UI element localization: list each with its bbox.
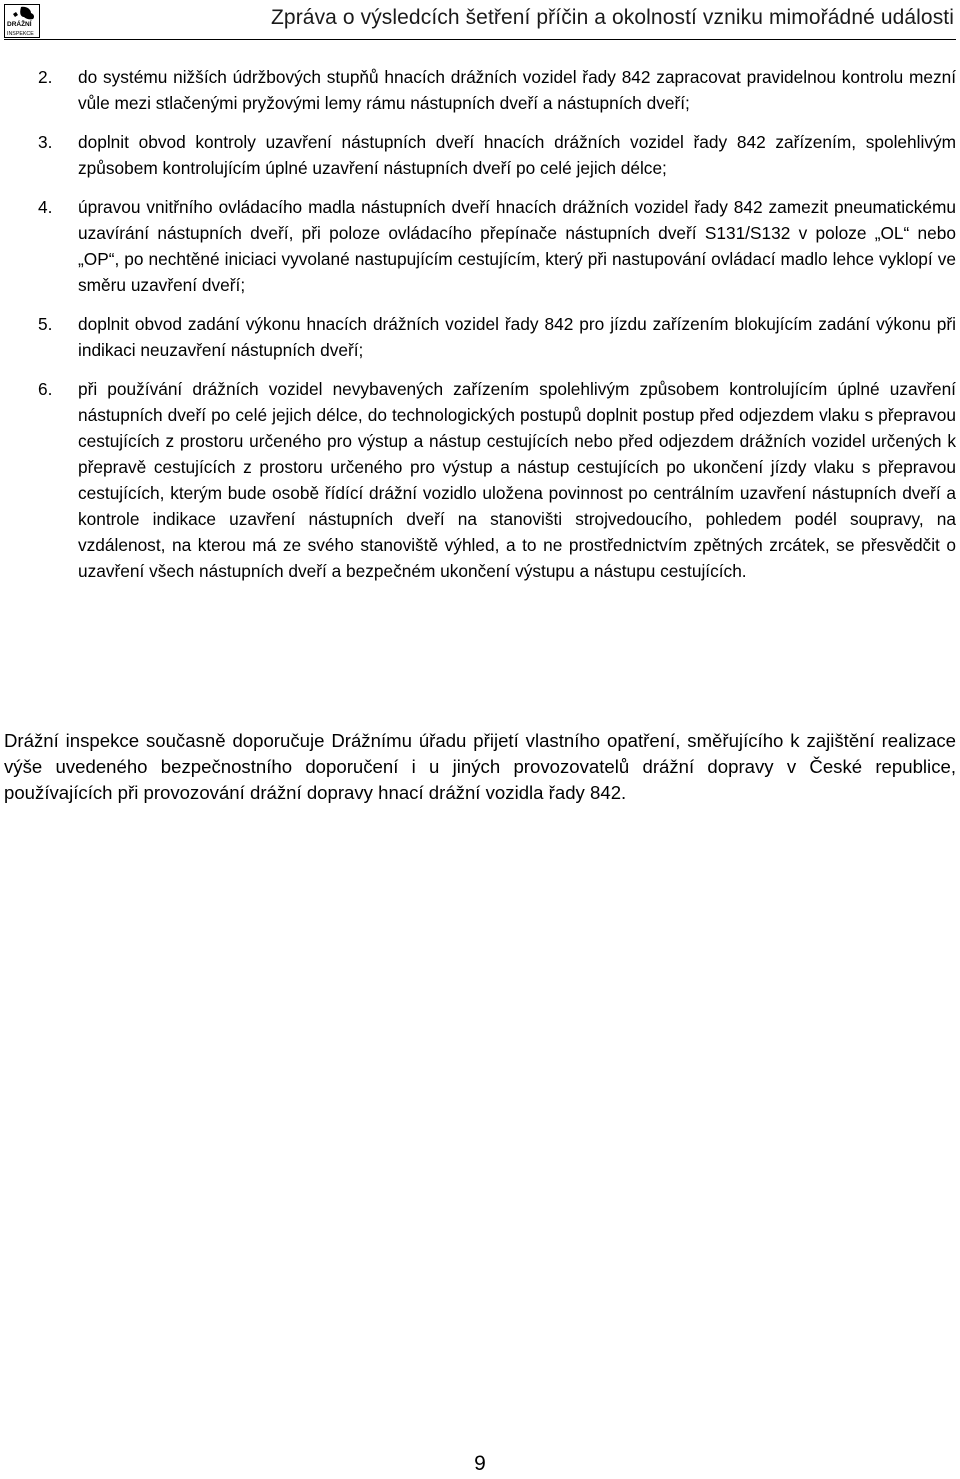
list-item-text: doplnit obvod kontroly uzavření nástupních dveří hnacích drážních vozidel řady 842 zařízením, spolehlivým způsobem kontrolujícím úplné uzavření nástupních dveří po celé jejich délce;	[78, 132, 956, 178]
drazni-inspekce-logo-icon	[4, 4, 40, 38]
list-item	[38, 129, 956, 181]
list-item-number: 3.	[38, 132, 53, 152]
page-header	[0, 0, 960, 44]
header-title: Zpráva o výsledcích šetření příčin a okolností vzniku mimořádné události	[270, 6, 954, 29]
list-item	[38, 194, 956, 298]
page-number: 9	[474, 1452, 486, 1475]
list-item-text: při používání drážních vozidel nevybavených zařízením spolehlivým způsobem kontrolujícím úplné uzavření nástupních dveří po celé jejich délce, do technologických postupů doplnit postup před odjezdem vlaku s přepravou cestujících z prostoru určeného pro výstup a nástup cestujících nebo před odjezdem drážních vozidel určených k přepravě cestujících z prostoru určeného pro výstup a nástup cestujících po ukončení jízdy vlaku s přepravou cestujících, kterým bude osobě řídící drážní vozidlo uložena povinnost po centrálním uzavření nástupních dveří a kontrole indikace uzavření nástupních dveří na stanovišti strojvedoucího, pohledem podél soupravy, na vzdálenost, na kterou má ze svého stanoviště výhled, a to ne prostřednictvím zpětných zrcátek, se přesvědčit o uzavření všech nástupních dveří a bezpečném ukončení výstupu a nástupu cestujících.	[78, 379, 956, 581]
list-item-text: úpravou vnitřního ovládacího madla nástupních dveří hnacích drážních vozidel řady 842 zamezit pneumatickému uzavírání nástupních dveří, při poloze ovládacího přepínače nástupních dveří S131/S132 v poloze „OL“ nebo „OP“, po nechtěné iniciaci vyvolané nastupujícím cestujícím, který při nastupování ovládací madlo lehce vyklopí ve směru uzavření dveří;	[78, 197, 956, 295]
list-item	[38, 376, 956, 584]
list-item-text: do systému nižších údržbových stupňů hnacích drážních vozidel řady 842 zapracovat pravidelnou kontrolu mezní vůle mezi stlačenými pryžovými lemy rámu nástupních dveří a nástupních dveří;	[78, 67, 956, 113]
svg-text:DRÁŽNÍ: DRÁŽNÍ	[7, 21, 32, 28]
list-item-number: 4.	[38, 197, 53, 217]
recommendations-list	[38, 64, 956, 597]
list-item-number: 2.	[38, 67, 53, 87]
header-divider	[4, 39, 956, 40]
closing-paragraph: Drážní inspekce současně doporučuje Drážnímu úřadu přijetí vlastního opatření, směřujícího k zajištění realizace výše uvedeného bezpečnostního doporučení i u jiných provozovatelů drážní dopravy v České republice, používajících při provozování drážní dopravy hnací drážní vozidla řady 842.	[4, 730, 956, 803]
list-item-number: 6.	[38, 379, 53, 399]
list-item-number: 5.	[38, 314, 53, 334]
list-item	[38, 311, 956, 363]
svg-text:INSPEKCE: INSPEKCE	[7, 31, 34, 37]
list-item	[38, 64, 956, 116]
list-item-text: doplnit obvod zadání výkonu hnacích drážních vozidel řady 842 pro jízdu zařízením blokujícím zadání výkonu při indikaci neuzavření nástupních dveří;	[78, 314, 956, 360]
